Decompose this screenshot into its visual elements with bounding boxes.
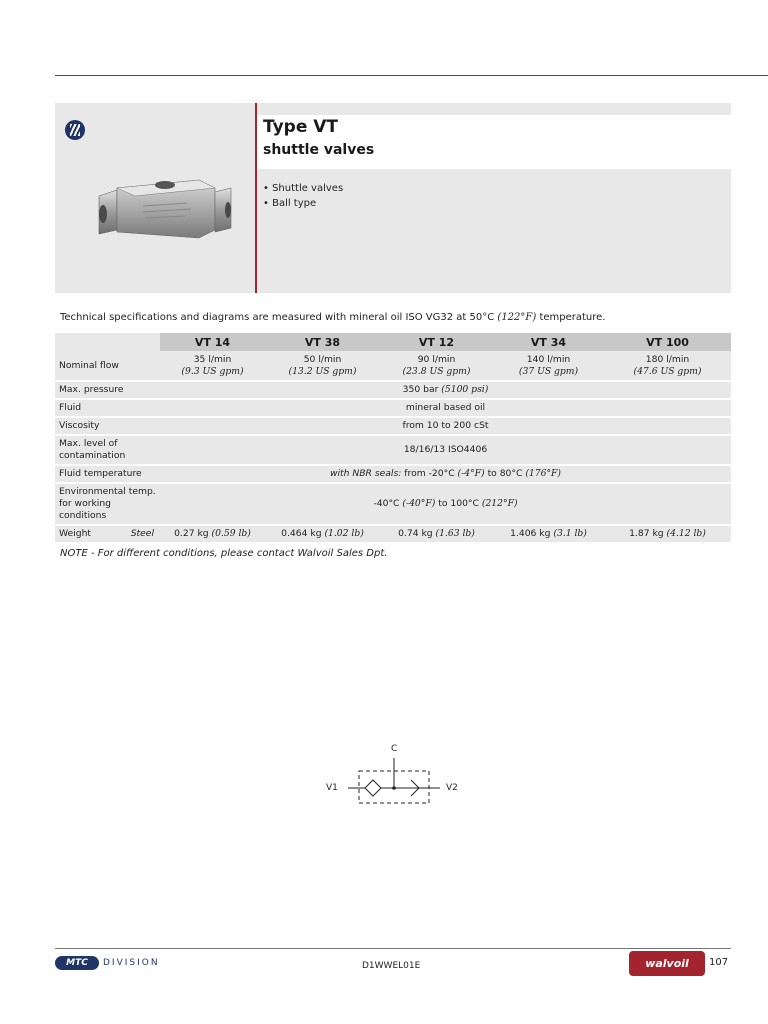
row-label: Nominal flow — [55, 351, 160, 381]
port-v2-label: V2 — [446, 783, 458, 793]
product-header — [55, 103, 731, 293]
note: NOTE - For different conditions, please contact Walvoil Sales Dpt. — [60, 548, 388, 559]
valve-photo — [95, 158, 235, 253]
spec-intro: Technical specifications and diagrams are measured with mineral oil ISO VG32 at 50°C (122°F) temperature. — [60, 312, 606, 323]
page-number: 107 — [709, 957, 729, 968]
document-code: D1WWEL01E — [362, 961, 421, 971]
footer-rule — [55, 948, 731, 949]
spec-table — [55, 333, 731, 544]
table-row: Viscosity from 10 to 200 cSt — [55, 417, 731, 435]
row-label: Weight Steel — [55, 525, 160, 543]
model-header: VT 34 — [493, 333, 604, 351]
row-label: Max. level of contamination — [55, 435, 160, 465]
mtc-logo-icon — [65, 120, 85, 140]
port-v1-label: V1 — [326, 783, 338, 793]
mtc-division-text: DIVISION — [103, 958, 160, 968]
row-label: Fluid — [55, 399, 160, 417]
mtc-division-logo — [55, 955, 160, 971]
table-row: Environmental temp. for working conditions -40°C (-40°F) to 100°C (212°F) — [55, 483, 731, 525]
product-title: Type VT — [263, 117, 339, 137]
row-label: Max. pressure — [55, 381, 160, 399]
feature-item: • Shuttle valves — [263, 183, 344, 194]
model-header: VT 14 — [160, 333, 265, 351]
hydraulic-schematic — [310, 738, 470, 818]
table-row: Fluid mineral based oil — [55, 399, 731, 417]
top-rule — [55, 75, 768, 76]
table-row: Fluid temperature with NBR seals: from -20°C (-4°F) to 80°C (176°F) — [55, 465, 731, 483]
product-subtitle: shuttle valves — [263, 142, 375, 158]
port-c-label: C — [391, 744, 398, 754]
row-label: Environmental temp. for working conditions — [55, 483, 160, 525]
row-label: Fluid temperature — [55, 465, 160, 483]
table-row: Weight Steel 0.27 kg (0.59 lb) 0.464 kg (1.02 lb) 0.74 kg (1.63 lb) 1.406 kg (3.1 lb) 1.87 kg (4.12 lb) — [55, 525, 731, 543]
feature-list — [263, 181, 343, 211]
table-row: Max. level of contamination 18/16/13 ISO4406 — [55, 435, 731, 465]
table-row: Max. pressure 350 bar (5100 psi) — [55, 381, 731, 399]
table-row: Nominal flow 35 l/min (9.3 US gpm) 50 l/min (13.2 US gpm) 90 l/min (23.8 US gpm) 140 l/min (37 US gpm) 180 l/min (47.6 US gpm) — [55, 351, 731, 381]
table-header-row — [55, 333, 731, 351]
row-label: Viscosity — [55, 417, 160, 435]
model-header: VT 38 — [265, 333, 380, 351]
feature-item: • Ball type — [263, 198, 317, 209]
walvoil-logo: walvoil — [629, 951, 705, 976]
shuttle-valve-symbol — [310, 738, 470, 818]
model-header: VT 100 — [604, 333, 731, 351]
mtc-badge: MTC — [55, 956, 99, 970]
model-header: VT 12 — [380, 333, 493, 351]
product-image-area — [55, 103, 255, 293]
